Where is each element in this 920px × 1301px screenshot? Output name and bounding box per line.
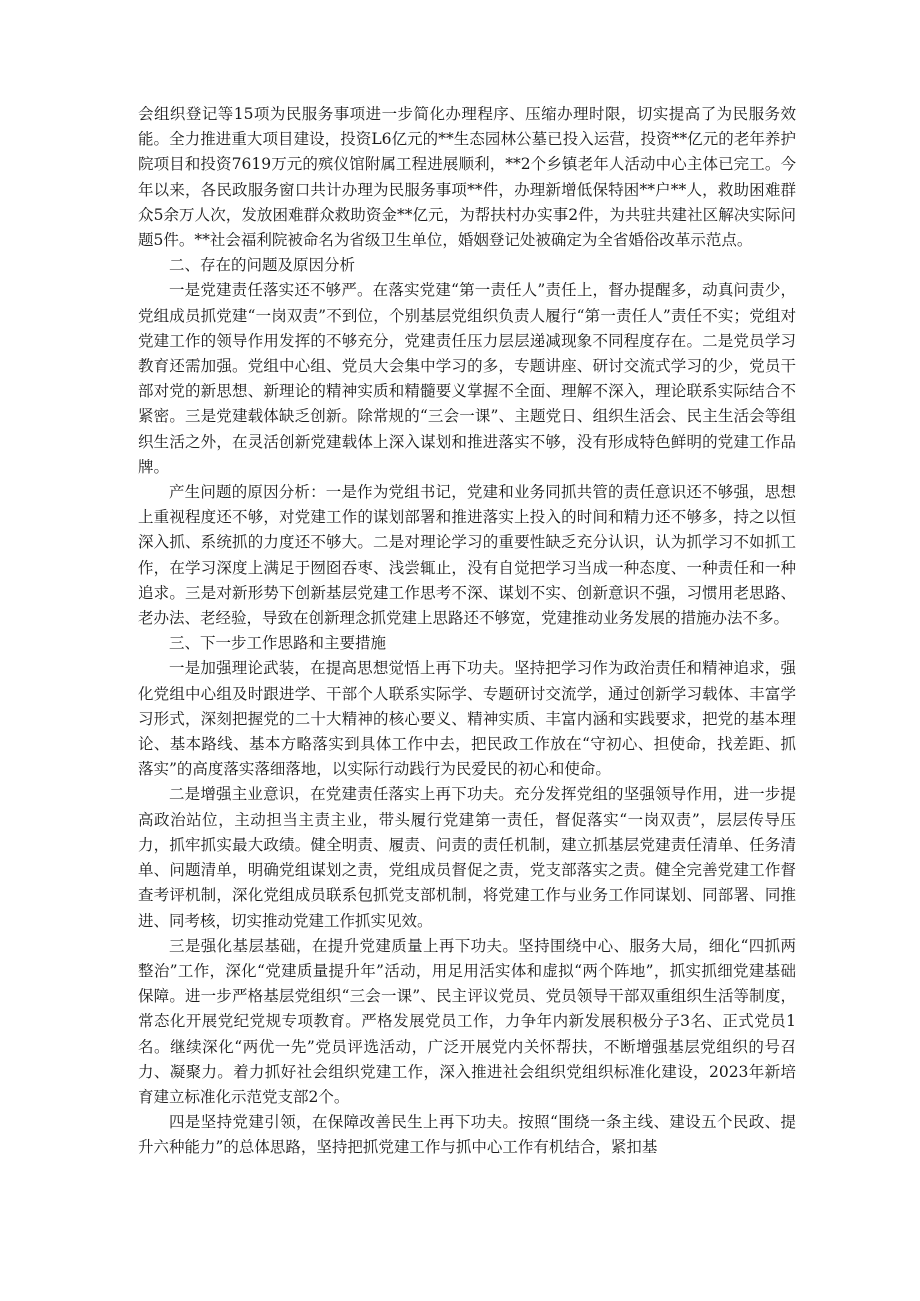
paragraph-measure-four: 四是坚持党建引领，在保障改善民生上再下功夫。按照“围绕一条主线、建设五个民政、提升六种能力”的总体思路，坚持把抓党建工作与抓中心工作有机结合，紧扣基	[138, 1113, 796, 1157]
paragraph-continuation: 会组织登记等15项为民服务事项进一步简化办理程序、压缩办理时限，切实提高了为民服务效能。全力推进重大项目建设，投资L6亿元的**生态园林公墓已投入运营，投资**亿元的老年养护院项目和投资7619万元的殡仪馆附属工程进展顺利，**2个乡镇老年人活动中心主体已完工。今年以来，各民政服务窗口共计办理为民服务事项**件，办理新增低保特困**户**人，救助困难群众5余万人次，发放困难群众救助资金**亿元，为帮扶村办实事2件，为共驻共建社区解决实际问题5件。**社会福利院被命名为省级卫生单位，婚姻登记处被确定为全省婚俗改革示范点。	[138, 105, 796, 250]
paragraph-measure-two: 二是增强主业意识，在党建责任落实上再下功夫。充分发挥党组的坚强领导作用，进一步提高政治站位，主动担当主责主业，带头履行党建第一责任，督促落实“一岗双责”，层层传导压力，抓牢抓实最大政绩。健全明责、履责、问责的责任机制，建立抓基层党建责任清单、任务清单、问题清单，明确党组谋划之责，党组成员督促之责，党支部落实之责。健全完善党建工作督查考评机制，深化党组成员联系包抓党支部机制，将党建工作与业务工作同谋划、同部署、同推进、同考核，切实推动党建工作抓实见效。	[138, 785, 796, 930]
paragraph-measure-one: 一是加强理论武装，在提高思想觉悟上再下功夫。坚持把学习作为政治责任和精神追求，强化党组中心组及时跟进学、干部个人联系实际学、专题研讨交流学，通过创新学习载体、丰富学习形式，深刻把握党的二十大精神的核心要义、精神实质、丰富内涵和实践要求，把党的基本理论、基本路线、基本方略落实到具体工作中去，把民政工作放在“守初心、担使命，找差距、抓落实”的高度落实落细落地，以实际行动践行为民爱民的初心和使命。	[138, 659, 796, 779]
document-body	[138, 102, 796, 1161]
paragraph-problems: 一是党建责任落实还不够严。在落实党建“第一责任人”责任上，督办提醒多，动真问责少，党组成员抓党建“一岗双责”不到位，个别基层党组织负责人履行“第一责任人”责任不实；党组对党建工作的领导作用发挥的不够充分，党建责任压力层层递减现象不同程度存在。二是党员学习教育还需加强。党组中心组、党员大会集中学习的多，专题讲座、研讨交流式学习的少，党员干部对党的新思想、新理论的精神实质和精髓要义掌握不全面、理解不深入，理论联系实际结合不紧密。三是党建载体缺乏创新。除常规的“三会一课”、主题党日、组织生活会、民主生活会等组织生活之外，在灵活创新党建载体上深入谋划和推进落实不够，没有形成特色鲜明的党建工作品牌。	[138, 281, 796, 476]
paragraph-causes: 产生问题的原因分析：一是作为党组书记，党建和业务同抓共管的责任意识还不够强，思想上重视程度还不够，对党建工作的谋划部署和推进落实上投入的时间和精力还不够多，持之以恒深入抓、系统抓的力度还不够大。二是对理论学习的重要性缺乏充分认识，认为抓学习不如抓工作，在学习深度上满足于囫囵吞枣、浅尝辄止，没有自觉把学习当成一种态度、一种责任和一种追求。三是对新形势下创新基层党建工作思考不深、谋划不实、创新意识不强，习惯用老思路、老办法、老经验，导致在创新理念抓党建上思路还不够宽，党建推动业务发展的措施办法不多。	[138, 483, 796, 628]
section-heading-two: 二、存在的问题及原因分析	[169, 256, 356, 275]
section-heading-three: 三、下一步工作思路和主要措施	[169, 634, 387, 653]
paragraph-measure-three: 三是强化基层基础，在提升党建质量上再下功夫。坚持围绕中心、服务大局，细化“四抓两整治”工作，深化“党建质量提升年”活动，用足用活实体和虚拟“两个阵地”，抓实抓细党建基础保障。进一步严格基层党组织“三会一课”、民主评议党员、党员领导干部双重组织生活等制度，常态化开展党纪党规专项教育。严格发展党员工作，力争年内新发展积极分子3名、正式党员1名。继续深化“两优一先”党员评选活动，广泛开展党内关怀帮扶，不断增强基层党组织的号召力、凝聚力。着力抓好社会组织党建工作，深入推进社会组织党组织标准化建设，2023年新培育建立标准化示范党支部2个。	[138, 936, 796, 1106]
